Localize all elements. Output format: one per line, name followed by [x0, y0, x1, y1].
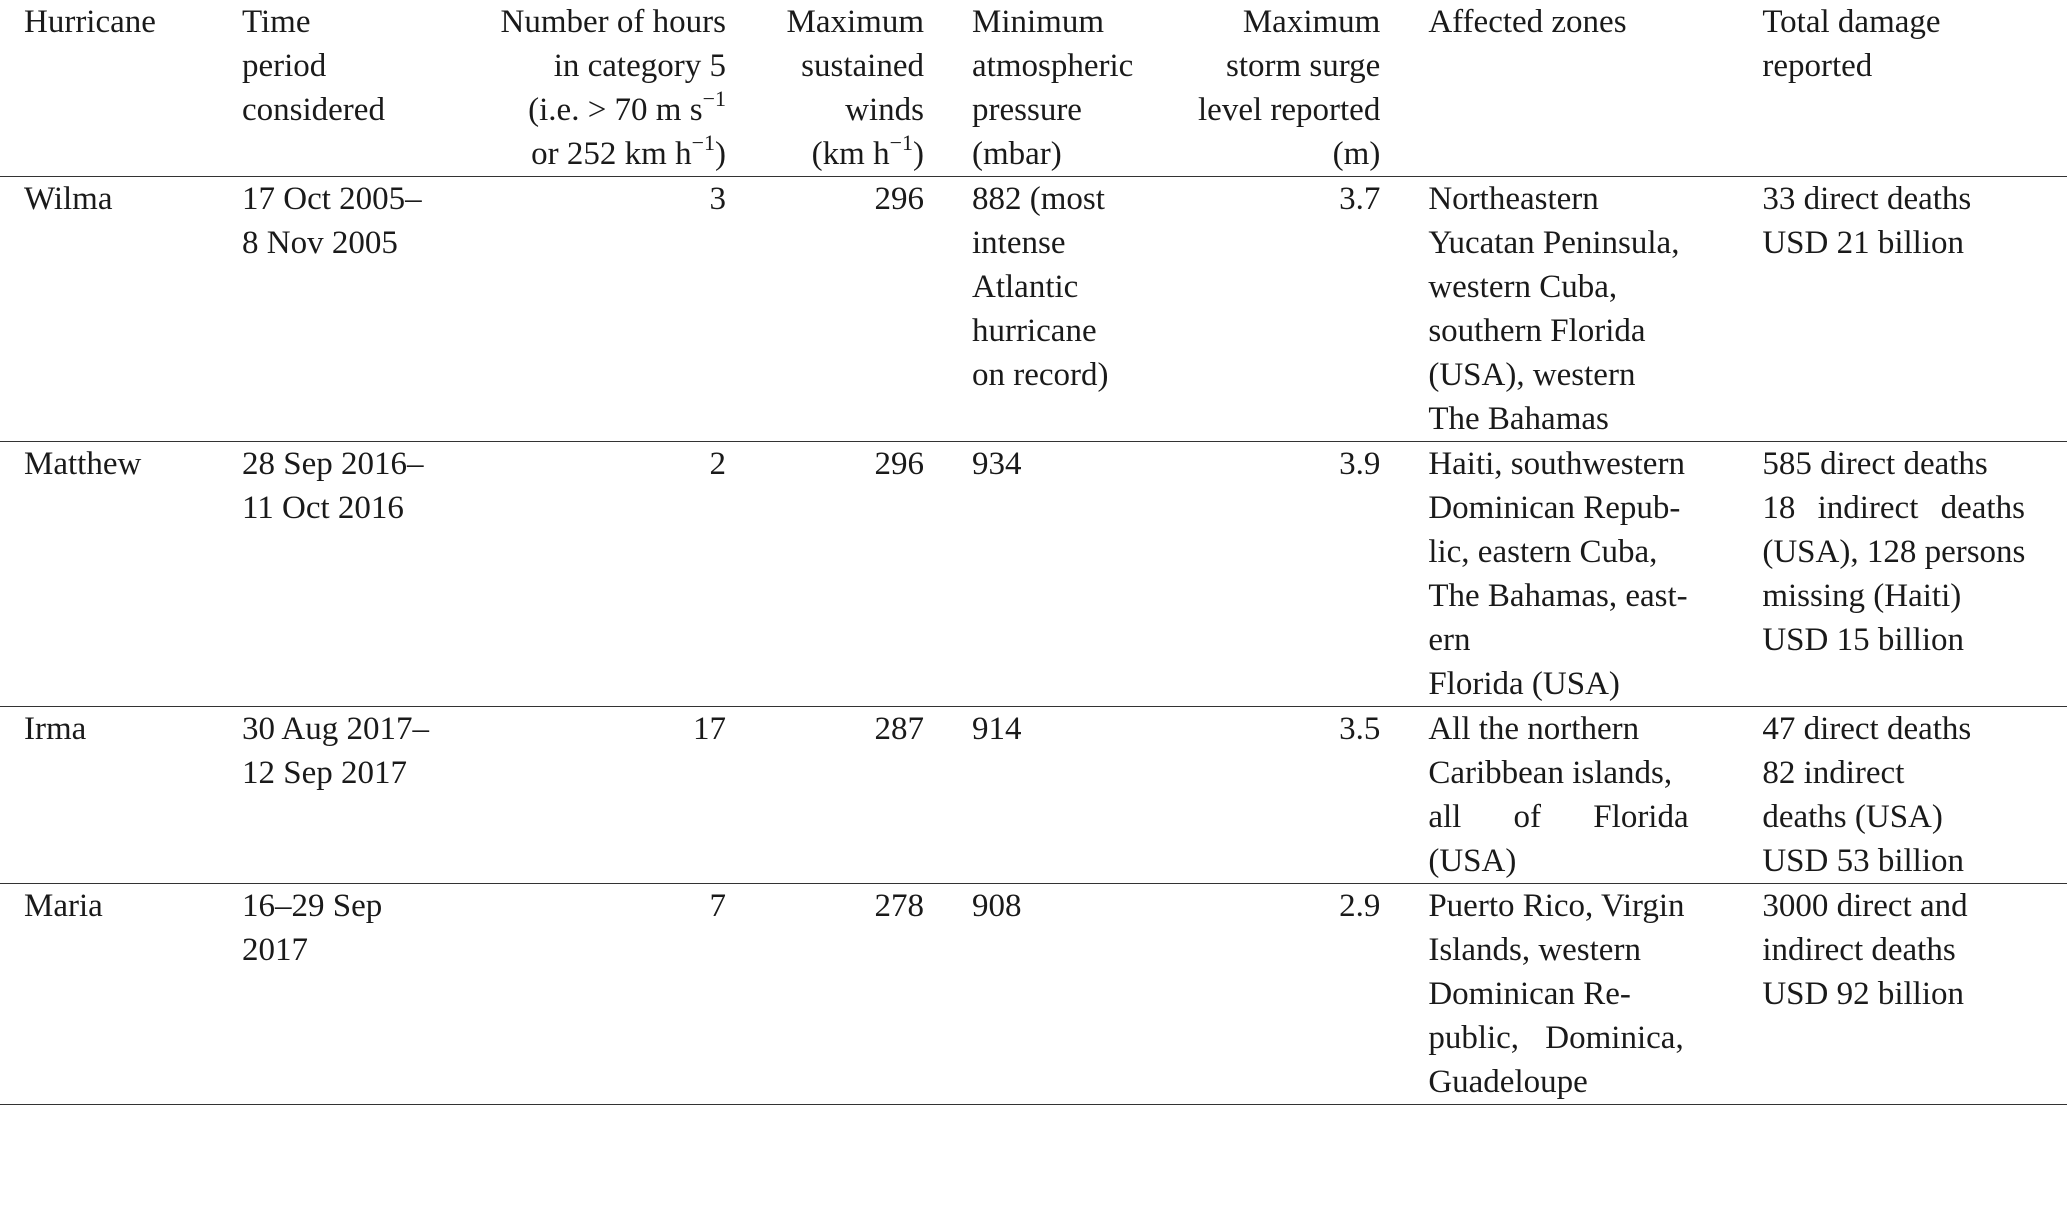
- cell-hurricane: Irma: [0, 707, 242, 884]
- cell-hurricane: Wilma: [0, 177, 242, 442]
- header-storm-surge: Maximum storm surge level reported (m): [1198, 0, 1380, 177]
- cell-affected-zones: All the northern Caribbean islands, all of Florida (USA): [1380, 707, 1738, 884]
- header-max-winds: Maximum sustained winds (km $h^{-1}$): [726, 0, 924, 177]
- cell-storm-surge: 2.9: [1198, 884, 1380, 1105]
- cell-total-damage: 47 direct deaths 82 indirect deaths (USA) USD 53 billion: [1738, 707, 2067, 884]
- cell-hours-category5: 17: [476, 707, 726, 884]
- cell-time-period: 30 Aug 2017– 12 Sep 2017: [242, 707, 476, 884]
- cell-time-period: 17 Oct 2005– 8 Nov 2005: [242, 177, 476, 442]
- cell-min-pressure: 934: [924, 442, 1198, 707]
- header-hurricane: Hurricane: [0, 0, 242, 177]
- cell-max-winds: 296: [726, 177, 924, 442]
- table-header: [0, 0, 2067, 177]
- header-hours-category5: Number of hours in category 5 (i.e. > 70 m $s^{-1}$ or 252 km $h^{-1}$): [476, 0, 726, 177]
- table-row: [0, 884, 2067, 1105]
- cell-storm-surge: 3.9: [1198, 442, 1380, 707]
- cell-min-pressure: 908: [924, 884, 1198, 1105]
- cell-hurricane: Maria: [0, 884, 242, 1105]
- table-body: [0, 177, 2067, 1105]
- cell-affected-zones: Puerto Rico, Virgin Islands, western Dominican Re- public, Dominica, Guadeloupe: [1380, 884, 1738, 1105]
- table-row: [0, 707, 2067, 884]
- cell-max-winds: 287: [726, 707, 924, 884]
- cell-hours-category5: 2: [476, 442, 726, 707]
- cell-affected-zones: Haiti, southwestern Dominican Repub- lic, eastern Cuba, The Bahamas, east- ern Florida (USA): [1380, 442, 1738, 707]
- header-time-period: Time period considered: [242, 0, 476, 177]
- cell-time-period: 28 Sep 2016– 11 Oct 2016: [242, 442, 476, 707]
- table-row: [0, 442, 2067, 707]
- header-total-damage: Total damage reported: [1738, 0, 2067, 177]
- cell-storm-surge: 3.7: [1198, 177, 1380, 442]
- cell-min-pressure: 882 (most intense Atlantic hurricane on record): [924, 177, 1198, 442]
- cell-storm-surge: 3.5: [1198, 707, 1380, 884]
- cell-hours-category5: 3: [476, 177, 726, 442]
- cell-hours-category5: 7: [476, 884, 726, 1105]
- header-row: [0, 0, 2067, 177]
- cell-time-period: 16–29 Sep 2017: [242, 884, 476, 1105]
- cell-total-damage: 585 direct deaths 18 indirect deaths (USA), 128 persons missing (Haiti) USD 15 billion: [1738, 442, 2067, 707]
- cell-total-damage: 33 direct deaths USD 21 billion: [1738, 177, 2067, 442]
- cell-max-winds: 278: [726, 884, 924, 1105]
- cell-affected-zones: Northeastern Yucatan Peninsula, western Cuba, southern Florida (USA), western The Bahamas: [1380, 177, 1738, 442]
- table-row: [0, 177, 2067, 442]
- cell-total-damage: 3000 direct and indirect deaths USD 92 billion: [1738, 884, 2067, 1105]
- cell-max-winds: 296: [726, 442, 924, 707]
- cell-hurricane: Matthew: [0, 442, 242, 707]
- header-min-pressure: Minimum atmospheric pressure (mbar): [924, 0, 1198, 177]
- cell-min-pressure: 914: [924, 707, 1198, 884]
- header-affected-zones: Affected zones: [1380, 0, 1738, 177]
